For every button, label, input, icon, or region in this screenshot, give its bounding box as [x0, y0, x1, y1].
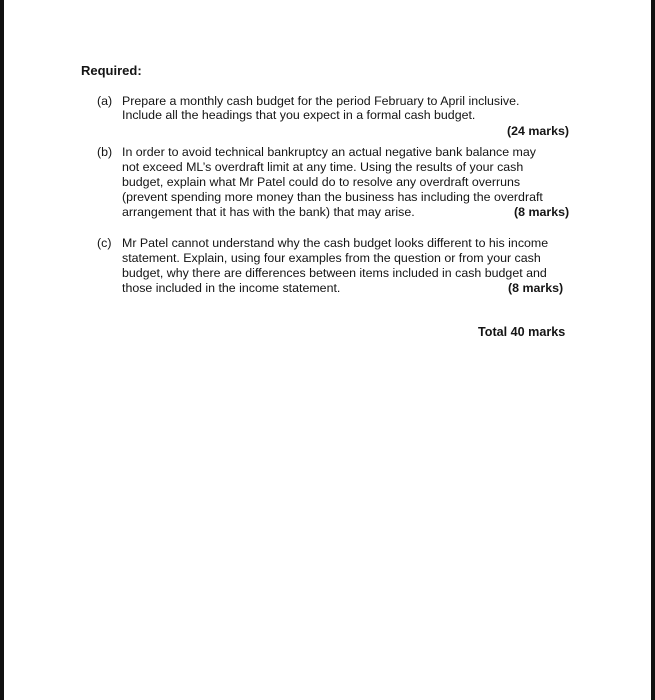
- question-text-line: statement. Explain, using four examples from the question or from your cash: [122, 251, 541, 265]
- required-heading: Required:: [81, 63, 142, 78]
- question-marks: (8 marks): [508, 281, 564, 295]
- question-b: [97, 145, 579, 225]
- question-text-line: Mr Patel cannot understand why the cash budget looks different to his income: [122, 236, 549, 250]
- question-text-line: budget, explain what Mr Patel could do to resolve any overdraft overruns: [122, 175, 521, 189]
- question-text-line: Include all the headings that you expect in a formal cash budget.: [122, 108, 476, 122]
- question-c: [97, 236, 579, 302]
- question-text-line: arrangement that it has with the bank) that may arise.: [122, 205, 415, 219]
- total-marks: Total 40 marks: [478, 325, 566, 339]
- question-text-line: budget, why there are differences between items included in cash budget and: [122, 266, 547, 280]
- question-marks: (8 marks): [514, 205, 570, 219]
- page-edge-right: [651, 0, 655, 700]
- question-text-line: Prepare a monthly cash budget for the period February to April inclusive.: [122, 94, 520, 108]
- page-edge-left: [0, 0, 4, 700]
- question-label: (a): [97, 94, 113, 108]
- question-text-line: not exceed ML’s overdraft limit at any time. Using the results of your cash: [122, 160, 524, 174]
- question-marks: (24 marks): [507, 124, 569, 138]
- question-text-line: those included in the income statement.: [122, 281, 341, 295]
- question-text-line: In order to avoid technical bankruptcy an actual negative bank balance may: [122, 145, 536, 159]
- question-text-line: (prevent spending more money than the business has including the overdraft: [122, 190, 543, 204]
- question-label: (c): [97, 236, 112, 250]
- question-label: (b): [97, 145, 113, 159]
- question-a: [97, 94, 579, 139]
